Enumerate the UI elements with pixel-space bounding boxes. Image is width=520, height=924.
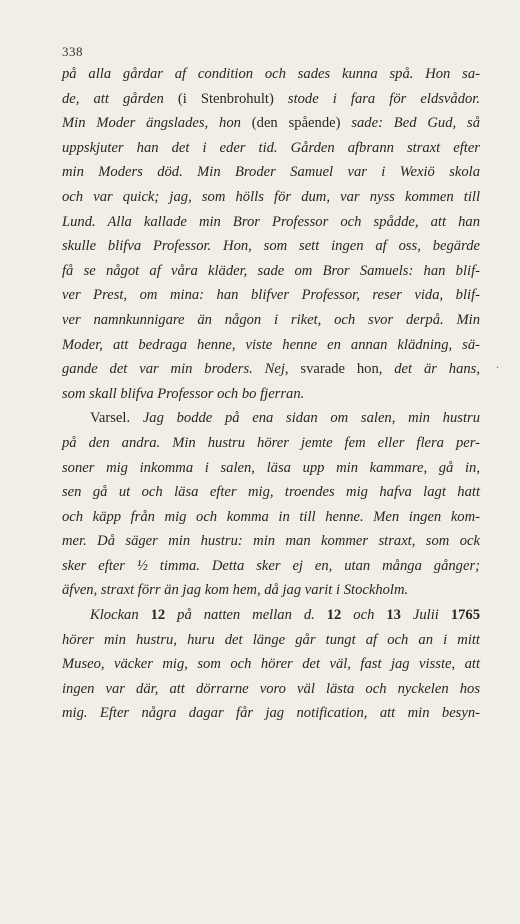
text-line: som skall blifva Professor och bo fjerran. (62, 385, 305, 402)
text-line: och käpp från mig och komma in till henne. Men ingen kom- (62, 508, 480, 525)
section-heading: Varsel. (90, 410, 131, 427)
body-text (62, 62, 480, 726)
text-line: och var quick; jag, som hölls för dum, var nyss kommen till (62, 188, 480, 205)
text-line: uppskjuter han det i eder tid. Gården afbrann straxt efter (62, 139, 480, 156)
text-line: på alla gårdar af condition och sades kunna spå. Hon sa- (62, 66, 480, 82)
text-line: ingen var där, att dörrarne voro väl lästa och nyckelen hos (62, 680, 480, 697)
text-line: skulle blifva Professor. Hon, som sett ingen af oss, begärde (62, 238, 480, 255)
text-line: gande det var min broders. Nej, svarade hon, det är hans, (62, 361, 480, 378)
text-line: få se något af våra kläder, sade om Bror Samuels: han blif- (62, 262, 480, 279)
text-line: Klockan 12 på natten mellan d. 12 och 13 Julii 1765 (90, 607, 480, 624)
text-line: mer. Då säger min hustru: min man kommer straxt, som ock (62, 533, 480, 550)
margin-mark: . (496, 357, 499, 371)
text-line: min Moders död. Min Broder Samuel var i Wexiö skola (62, 164, 480, 181)
page-number: 338 (62, 44, 83, 59)
text-line: mig. Efter några dagar får jag notification, att min besyn- (62, 705, 480, 722)
text-line: ver Prest, om mina: han blifver Professor, reser vida, blif- (62, 287, 480, 304)
text-line: Moder, att bedraga henne, viste henne en annan klädning, sä- (62, 336, 480, 353)
text-line: sker efter ½ timma. Detta sker ej en, utan många gånger; (62, 557, 480, 574)
text-line: de, att gården (i Stenbrohult) stode i fara för eldsvådor. (62, 90, 480, 107)
text-line: Min Moder ängslades, hon (den spående) sade: Bed Gud, så (62, 115, 480, 132)
text-line: sen gå ut och läsa efter mig, troendes mig hafva lagt hatt (62, 484, 480, 501)
text-line: soner mig inkomma i salen, läsa upp min kammare, gå in, (62, 459, 480, 476)
text-line: på den andra. Min hustru hörer jemte fem eller flera per- (62, 434, 480, 451)
text-line: Varsel. Jag bodde på ena sidan om salen, min hustru (90, 410, 480, 427)
text-line: Lund. Alla kallade min Bror Professor och spådde, att han (62, 213, 480, 230)
text-line: ver namnkunnigare än någon i riket, och svor derpå. Min (62, 311, 480, 328)
text-line: Museo, väcker mig, som och hörer det väl, fast jag visste, att (62, 656, 480, 673)
text-line: äfven, straxt förr än jag kom hem, då jag varit i Stockholm. (62, 582, 409, 599)
text-line: hörer min hustru, huru det länge går tungt af och an i mitt (62, 631, 480, 648)
